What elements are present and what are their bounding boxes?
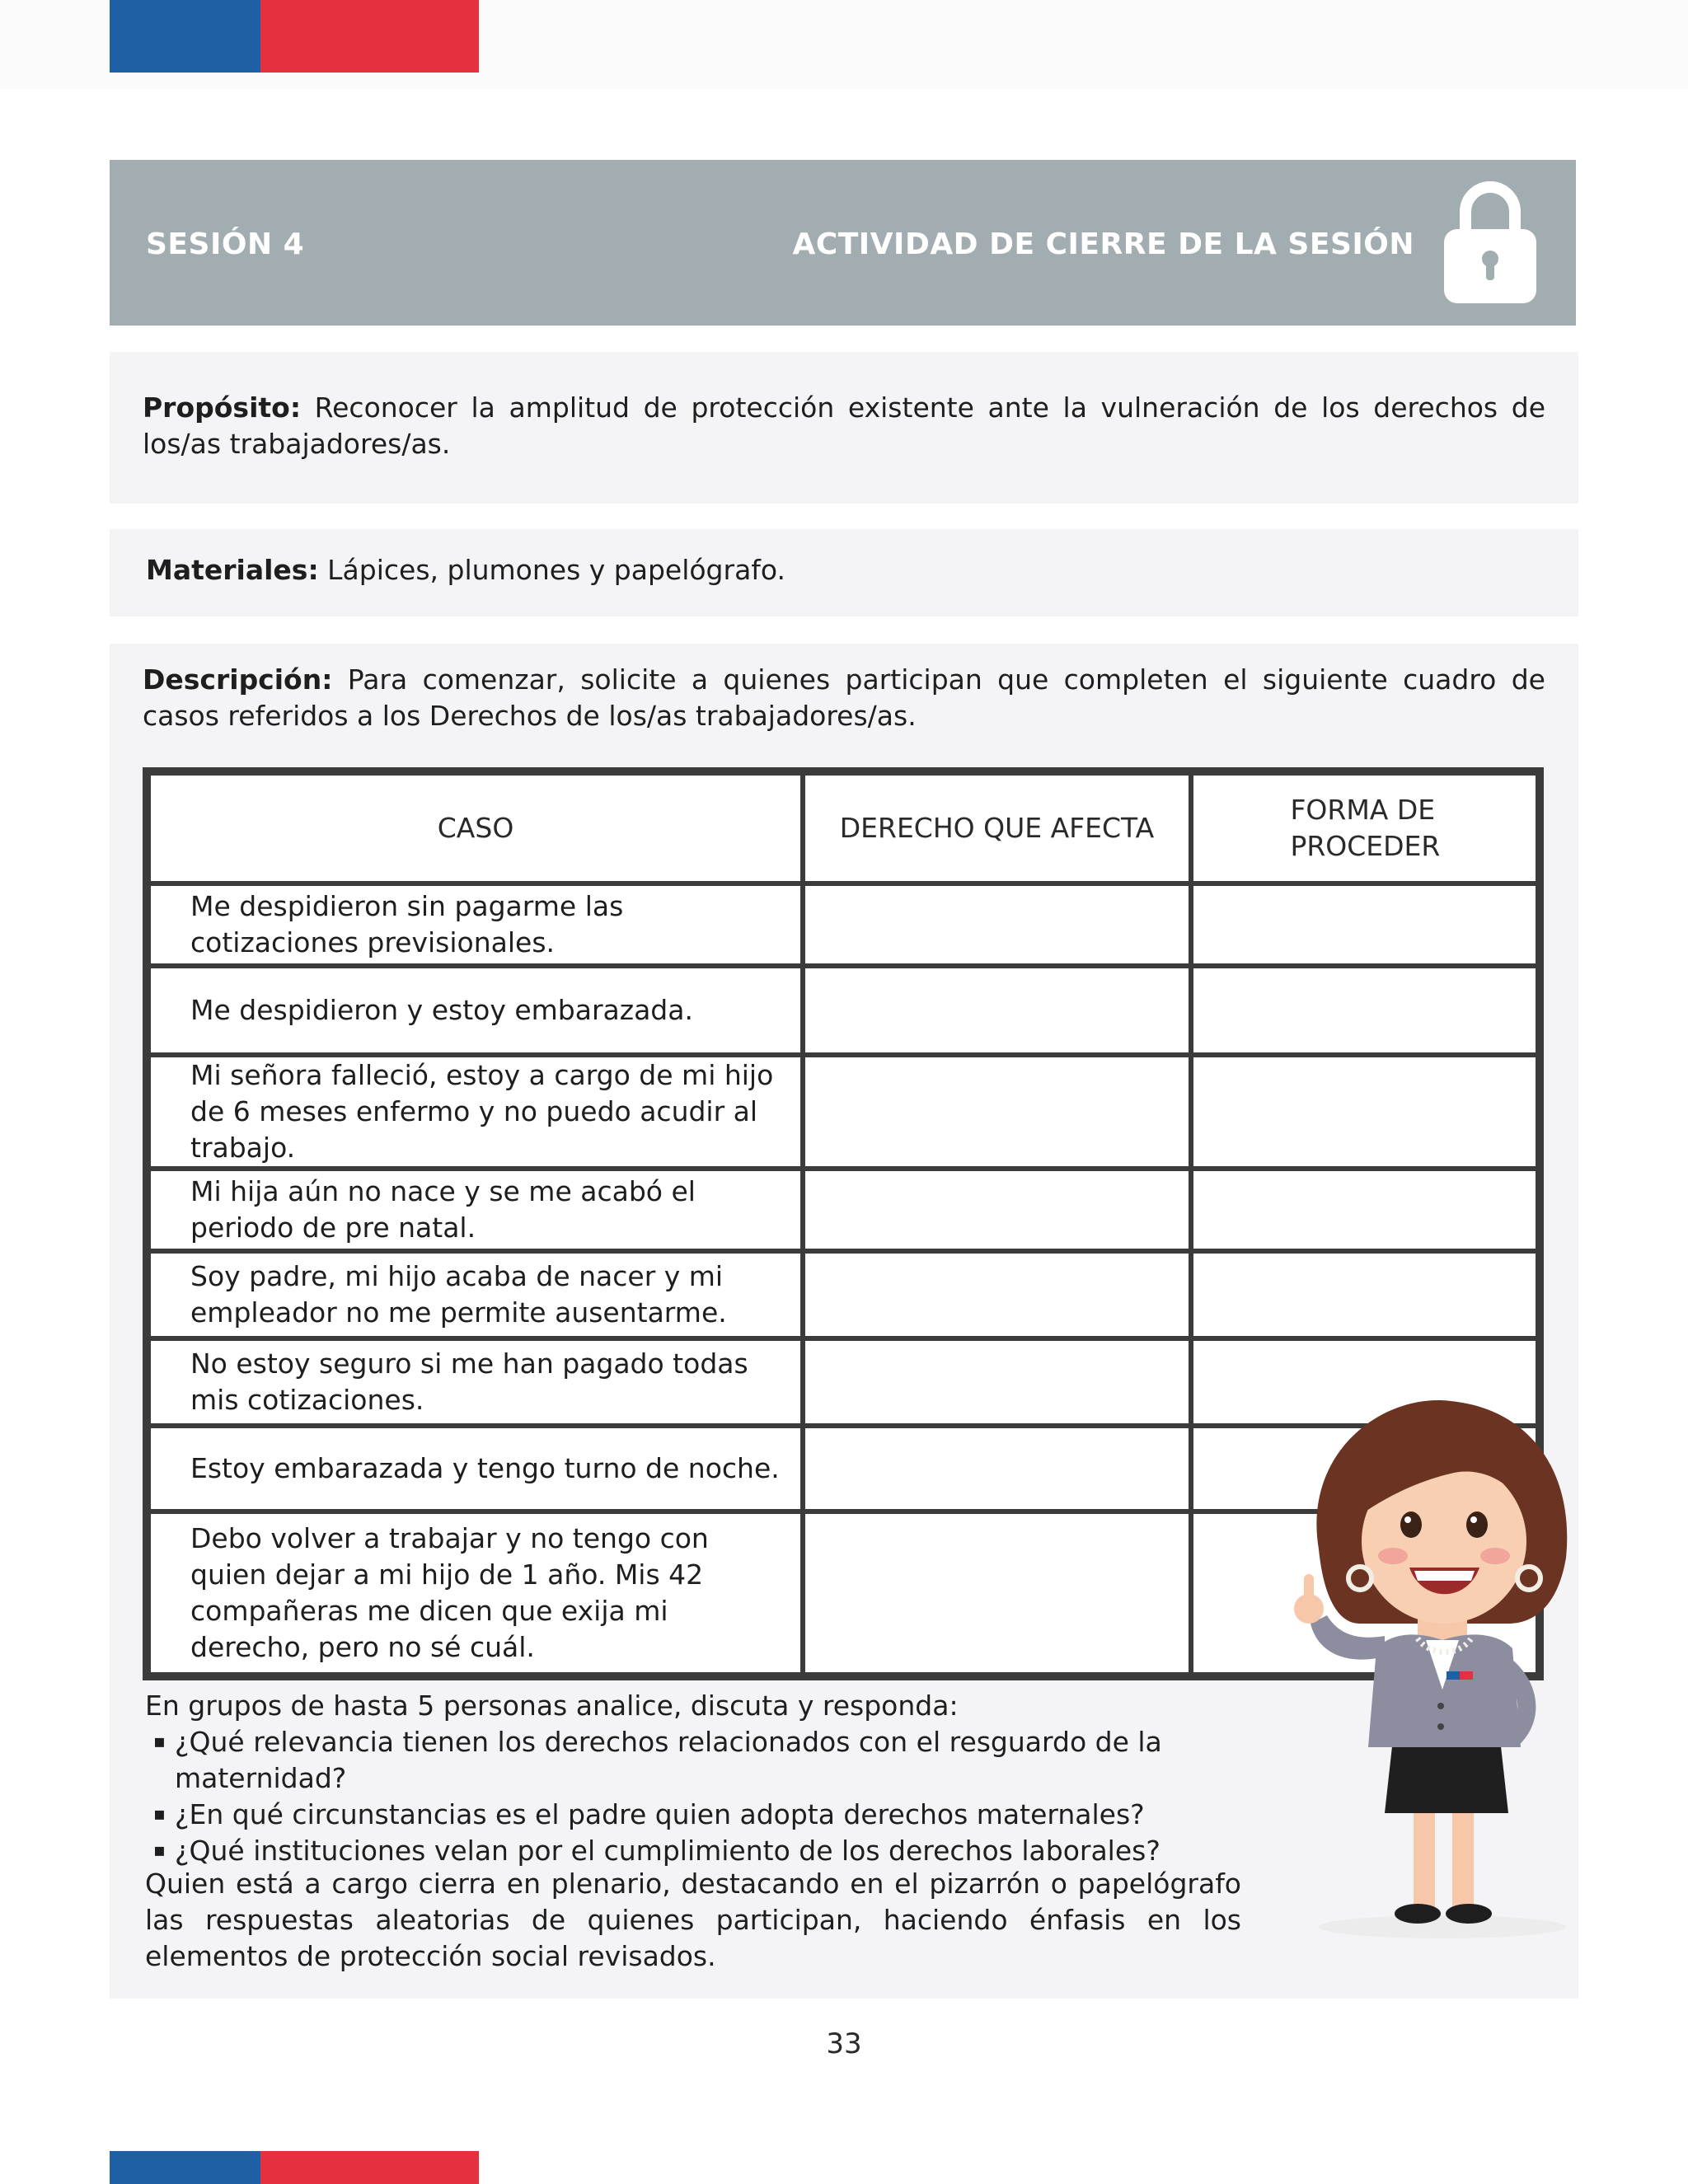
materials-body: Lápices, plumones y papelógrafo. xyxy=(327,554,786,586)
question-item: ▪ ¿Qué relevancia tienen los derechos relacionados con el resguardo de la maternidad? xyxy=(145,1724,1241,1797)
table-header-row xyxy=(147,771,1540,883)
table-row xyxy=(147,883,1540,966)
lock-icon xyxy=(1441,175,1540,307)
group-intro: En grupos de hasta 5 personas analice, discuta y responda: xyxy=(145,1690,959,1722)
case-cell: Estoy embarazada y tengo turno de noche. xyxy=(147,1426,803,1511)
procedure-cell[interactable] xyxy=(1191,966,1540,1055)
flag-blue-block xyxy=(110,0,260,73)
case-cell: Debo volver a trabajar y no tengo con quien dejar a mi hijo de 1 año. Mis 42 compañeras me dicen que exija mi derecho, pero no sé cuál. xyxy=(147,1511,803,1676)
procedure-cell[interactable] xyxy=(1191,1251,1540,1338)
procedure-cell[interactable] xyxy=(1191,883,1540,966)
closing-paragraph: Quien está a cargo cierra en plenario, destacando en el pizarrón o papelógrafo las respuestas aleatorias de quienes participan, haciendo énfasis en los elementos de protección social revisados. xyxy=(145,1868,1241,1972)
header-caso: CASO xyxy=(147,771,803,883)
businesswoman-illustration xyxy=(1261,1376,1591,1953)
table-row xyxy=(147,1055,1540,1169)
flag-red-block xyxy=(260,0,479,73)
description-body: Para comenzar, solicite a quienes participan que completen el siguiente cuadro de casos referidos a los Derechos de los/as trabajadores/as. xyxy=(143,663,1545,732)
right-affected-cell[interactable] xyxy=(803,1251,1191,1338)
purpose-body: Reconocer la amplitud de protección existente ante la vulneración de los derechos de los/as trabajadores/as. xyxy=(143,391,1545,460)
case-cell: No estoy seguro si me han pagado todas mis cotizaciones. xyxy=(147,1338,803,1426)
procedure-cell[interactable] xyxy=(1191,1169,1540,1251)
table-row xyxy=(147,1169,1540,1251)
description-label: Descripción: xyxy=(143,663,333,696)
flag-stripe-bottom xyxy=(110,2151,479,2184)
materials-text xyxy=(146,552,1542,588)
purpose-panel xyxy=(110,352,1578,504)
flag-red-block xyxy=(260,2151,479,2184)
purpose-label: Propósito: xyxy=(143,391,302,424)
case-cell: Me despidieron sin pagarme las cotizaciones previsionales. xyxy=(147,883,803,966)
table-row xyxy=(147,966,1540,1055)
materials-panel xyxy=(110,529,1578,616)
materials-label: Materiales: xyxy=(146,554,319,586)
flag-stripe-top xyxy=(110,0,479,73)
table-row xyxy=(147,1251,1540,1338)
right-affected-cell[interactable] xyxy=(803,883,1191,966)
question-item: ▪ ¿Qué instituciones velan por el cumplimiento de los derechos laborales? xyxy=(145,1833,1241,1869)
right-affected-cell[interactable] xyxy=(803,1426,1191,1511)
right-affected-cell[interactable] xyxy=(803,1511,1191,1676)
purpose-text xyxy=(143,390,1545,462)
case-cell: Me despidieron y estoy embarazada. xyxy=(147,966,803,1055)
case-cell: Mi hija aún no nace y se me acabó el periodo de pre natal. xyxy=(147,1169,803,1251)
right-affected-cell[interactable] xyxy=(803,1169,1191,1251)
case-cell: Mi señora falleció, estoy a cargo de mi hijo de 6 meses enfermo y no puedo acudir al trabajo. xyxy=(147,1055,803,1169)
activity-title: ACTIVIDAD DE CIERRE DE LA SESIÓN xyxy=(792,227,1414,261)
question-item: ▪ ¿En qué circunstancias es el padre quien adopta derechos maternales? xyxy=(145,1797,1241,1833)
header-forma xyxy=(1191,771,1540,883)
page-number: 33 xyxy=(826,2027,862,2060)
session-header xyxy=(110,160,1576,326)
right-affected-cell[interactable] xyxy=(803,966,1191,1055)
case-cell: Soy padre, mi hijo acaba de nacer y mi empleador no me permite ausentarme. xyxy=(147,1251,803,1338)
flag-blue-block xyxy=(110,2151,260,2184)
procedure-cell[interactable] xyxy=(1191,1055,1540,1169)
group-instructions xyxy=(145,1688,1241,1869)
right-affected-cell[interactable] xyxy=(803,1055,1191,1169)
session-label: SESIÓN 4 xyxy=(146,227,305,261)
description-text xyxy=(143,662,1545,734)
right-affected-cell[interactable] xyxy=(803,1338,1191,1426)
header-derecho: DERECHO QUE AFECTA xyxy=(803,771,1191,883)
question-list xyxy=(145,1724,1241,1869)
header-forma-text: FORMA DE PROCEDER xyxy=(1290,794,1441,862)
